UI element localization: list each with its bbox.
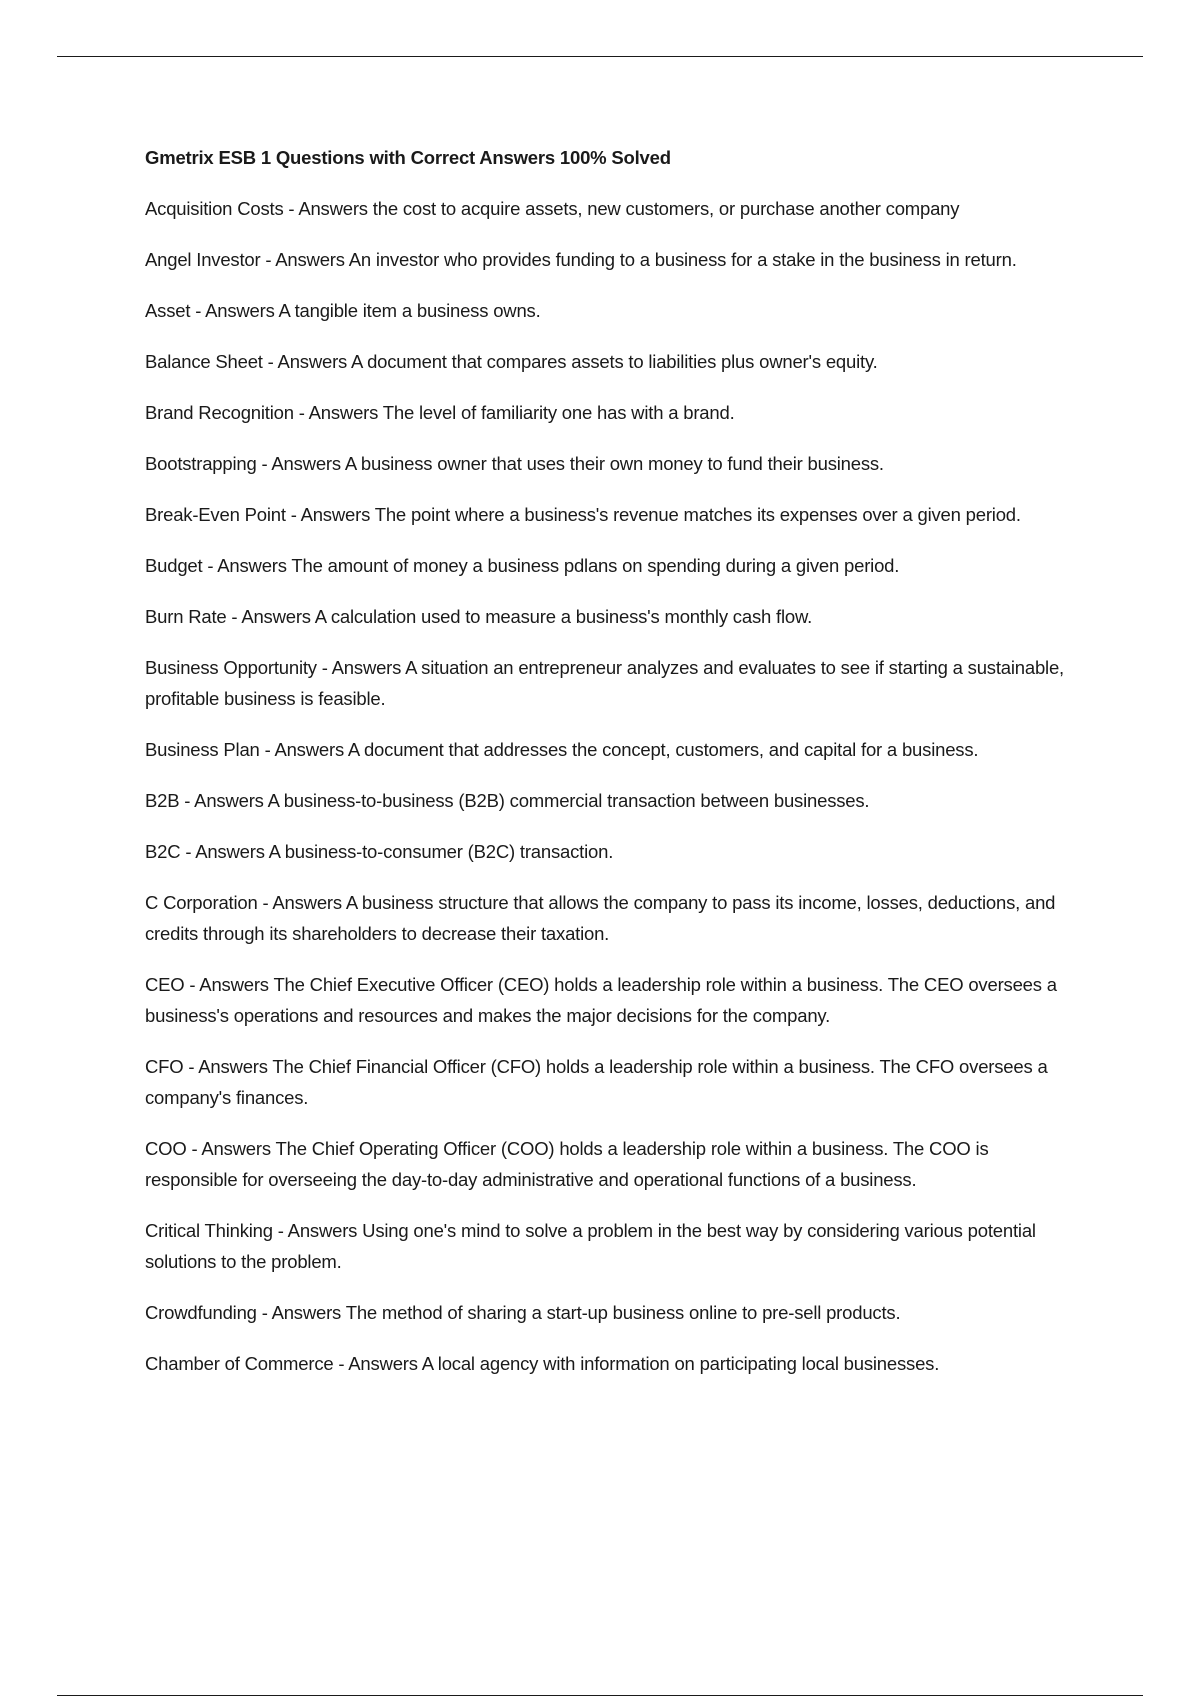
entry-brand-recognition: Brand Recognition - Answers The level of familiarity one has with a brand. [145, 402, 735, 423]
document-body [145, 143, 1075, 1399]
entry-business-plan: Business Plan - Answers A document that addresses the concept, customers, and capital for a business. [145, 739, 979, 760]
entry-burn-rate: Burn Rate - Answers A calculation used to measure a business's monthly cash flow. [145, 606, 813, 627]
entry-cfo: CFO - Answers The Chief Financial Officer (CFO) holds a leadership role within a business. The CFO oversees a company's finances. [145, 1056, 1048, 1108]
document-title: Gmetrix ESB 1 Questions with Correct Answers 100% Solved [145, 147, 671, 168]
entry-ceo: CEO - Answers The Chief Executive Officer (CEO) holds a leadership role within a business. The CEO oversees a business's operations and resources and makes the major decisions for the company. [145, 974, 1057, 1026]
entry-c-corporation: C Corporation - Answers A business structure that allows the company to pass its income, losses, deductions, and credits through its shareholders to decrease their taxation. [145, 892, 1056, 944]
entry-balance-sheet: Balance Sheet - Answers A document that compares assets to liabilities plus owner's equity. [145, 351, 878, 372]
entry-angel-investor: Angel Investor - Answers An investor who provides funding to a business for a stake in the business in return. [145, 249, 1017, 270]
entry-business-opportunity: Business Opportunity - Answers A situation an entrepreneur analyzes and evaluates to see if starting a sustainable, profitable business is feasible. [145, 657, 1065, 709]
entry-acquisition-costs: Acquisition Costs - Answers the cost to acquire assets, new customers, or purchase another company [145, 198, 960, 219]
entry-bootstrapping: Bootstrapping - Answers A business owner that uses their own money to fund their business. [145, 453, 884, 474]
entry-asset: Asset - Answers A tangible item a business owns. [145, 300, 541, 321]
header-rule [57, 56, 1143, 57]
entry-coo: COO - Answers The Chief Operating Officer (COO) holds a leadership role within a business. The COO is responsible for overseeing the day-to-day administrative and operational functions of a business. [145, 1138, 989, 1190]
entry-crowdfunding: Crowdfunding - Answers The method of sharing a start-up business online to pre-sell products. [145, 1302, 901, 1323]
entry-break-even-point: Break-Even Point - Answers The point where a business's revenue matches its expenses over a given period. [145, 504, 1021, 525]
entry-chamber-of-commerce: Chamber of Commerce - Answers A local agency with information on participating local businesses. [145, 1353, 940, 1374]
entry-critical-thinking: Critical Thinking - Answers Using one's mind to solve a problem in the best way by considering various potential solutions to the problem. [145, 1220, 1036, 1272]
entry-budget: Budget - Answers The amount of money a business pdlans on spending during a given period. [145, 555, 900, 576]
entry-b2b: B2B - Answers A business-to-business (B2B) commercial transaction between businesses. [145, 790, 870, 811]
entry-b2c: B2C - Answers A business-to-consumer (B2C) transaction. [145, 841, 614, 862]
footer-rule [57, 1695, 1143, 1696]
